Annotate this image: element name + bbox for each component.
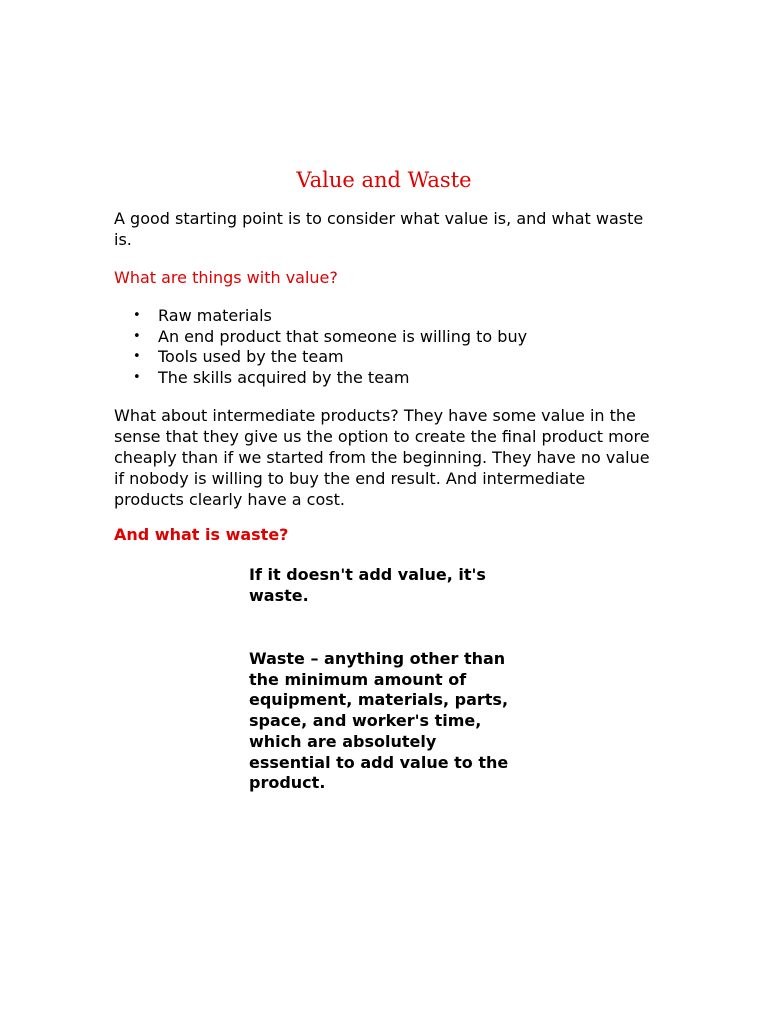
waste-quote: If it doesn't add value, it's waste.: [249, 565, 486, 605]
bullet-icon: •: [133, 308, 141, 323]
value-heading: What are things with value?: [114, 268, 338, 287]
list-item-text: The skills acquired by the team: [158, 367, 410, 387]
document-title: Value and Waste: [296, 168, 472, 192]
bullet-icon: •: [133, 328, 141, 344]
list-item: [114, 368, 527, 389]
intermediate-paragraph: What about intermediate products? They have some value in the sense that they give us the option to create the final product more cheaply than if we started from the beginning. They have no value if nobody is willing to buy the end result. And intermediate products clearly have a cost.: [114, 406, 650, 509]
list-item: [114, 306, 527, 327]
waste-heading: And what is waste?: [114, 525, 289, 544]
list-item-text: Tools used by the team: [158, 347, 344, 366]
waste-definition: Waste – anything other than the minimum amount of equipment, materials, parts, space, and worker's time, which are absolutely essential to add value to the product.: [249, 649, 509, 793]
list-item: [114, 347, 527, 368]
intro-paragraph: A good starting point is to consider what value is, and what waste is.: [114, 209, 644, 249]
list-item-text: Raw materials: [158, 306, 272, 325]
value-list: [114, 306, 527, 388]
list-item: [114, 327, 527, 348]
bullet-icon: •: [133, 369, 141, 385]
list-item-text: An end product that someone is willing to buy: [158, 326, 528, 346]
bullet-icon: •: [133, 349, 141, 364]
